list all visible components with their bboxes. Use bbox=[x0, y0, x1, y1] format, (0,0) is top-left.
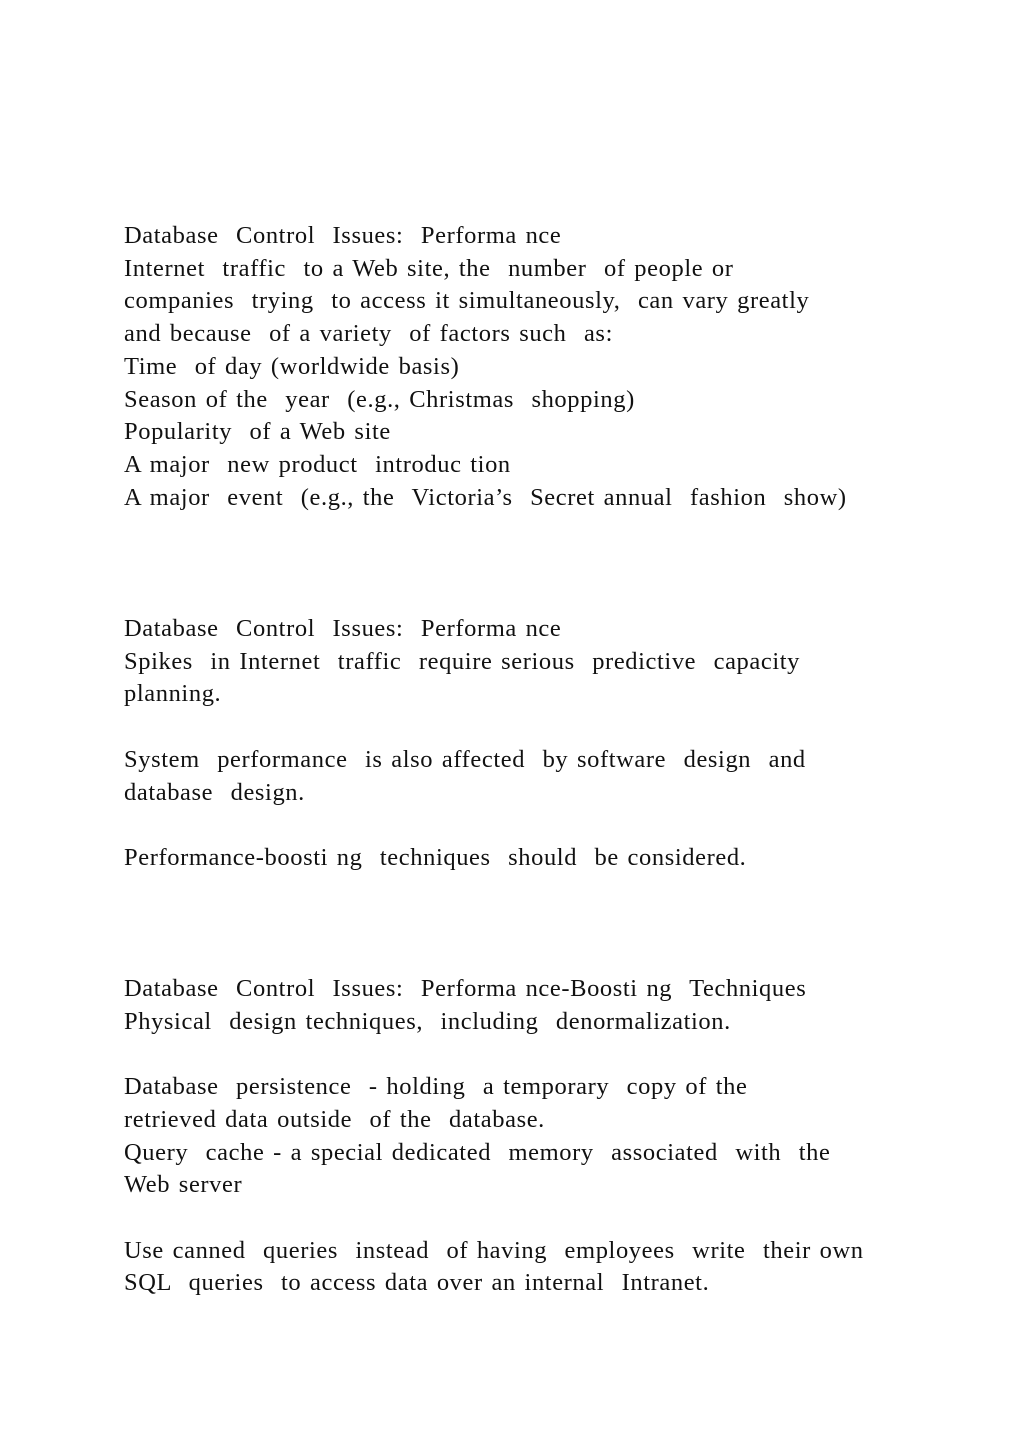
text-line: and because of a variety of factors such as: bbox=[124, 320, 613, 348]
text-line: Spikes in Internet traffic require serious predictive capacity bbox=[124, 647, 801, 675]
section-performance-boosting bbox=[124, 973, 964, 1300]
list-item: Season of the year (e.g., Christmas shopping) bbox=[124, 385, 635, 413]
text-line: System performance is also affected by software design and bbox=[124, 745, 806, 773]
list-item: Time of day (worldwide basis) bbox=[124, 352, 460, 380]
list-item: A major new product introduc tion bbox=[124, 450, 511, 478]
section-performance-traffic bbox=[124, 220, 964, 514]
text-line: Database persistence - holding a temporary copy of the bbox=[124, 1073, 748, 1101]
blank-line bbox=[124, 809, 964, 842]
text-line: Query cache - a special dedicated memory associated with the bbox=[124, 1138, 831, 1166]
text-line: SQL queries to access data over an internal Intranet. bbox=[124, 1269, 710, 1297]
section-performance-capacity bbox=[124, 613, 964, 875]
text-line: Internet traffic to a Web site, the number of people or bbox=[124, 254, 734, 282]
text-line: Performance-boosti ng techniques should be considered. bbox=[124, 843, 747, 871]
text-line: retrieved data outside of the database. bbox=[124, 1105, 545, 1133]
text-line: planning. bbox=[124, 680, 222, 708]
blank-line bbox=[124, 711, 964, 744]
text-line: companies trying to access it simultaneously, can vary greatly bbox=[124, 287, 810, 315]
text-line: database design. bbox=[124, 778, 305, 806]
text-line: Web server bbox=[124, 1171, 243, 1199]
section-heading: Database Control Issues: Performa nce bbox=[124, 222, 562, 249]
text-line: Physical design techniques, including denormalization. bbox=[124, 1007, 731, 1035]
blank-line bbox=[124, 1202, 964, 1235]
list-item: Popularity of a Web site bbox=[124, 418, 391, 446]
blank-line bbox=[124, 1038, 964, 1071]
section-heading: Database Control Issues: Performa nce bbox=[124, 615, 562, 642]
list-item: A major event (e.g., the Victoria’s Secret annual fashion show) bbox=[124, 483, 847, 511]
text-line: Use canned queries instead of having employees write their own bbox=[124, 1236, 864, 1264]
section-heading: Database Control Issues: Performa nce-Boosti ng Techniques bbox=[124, 975, 807, 1002]
